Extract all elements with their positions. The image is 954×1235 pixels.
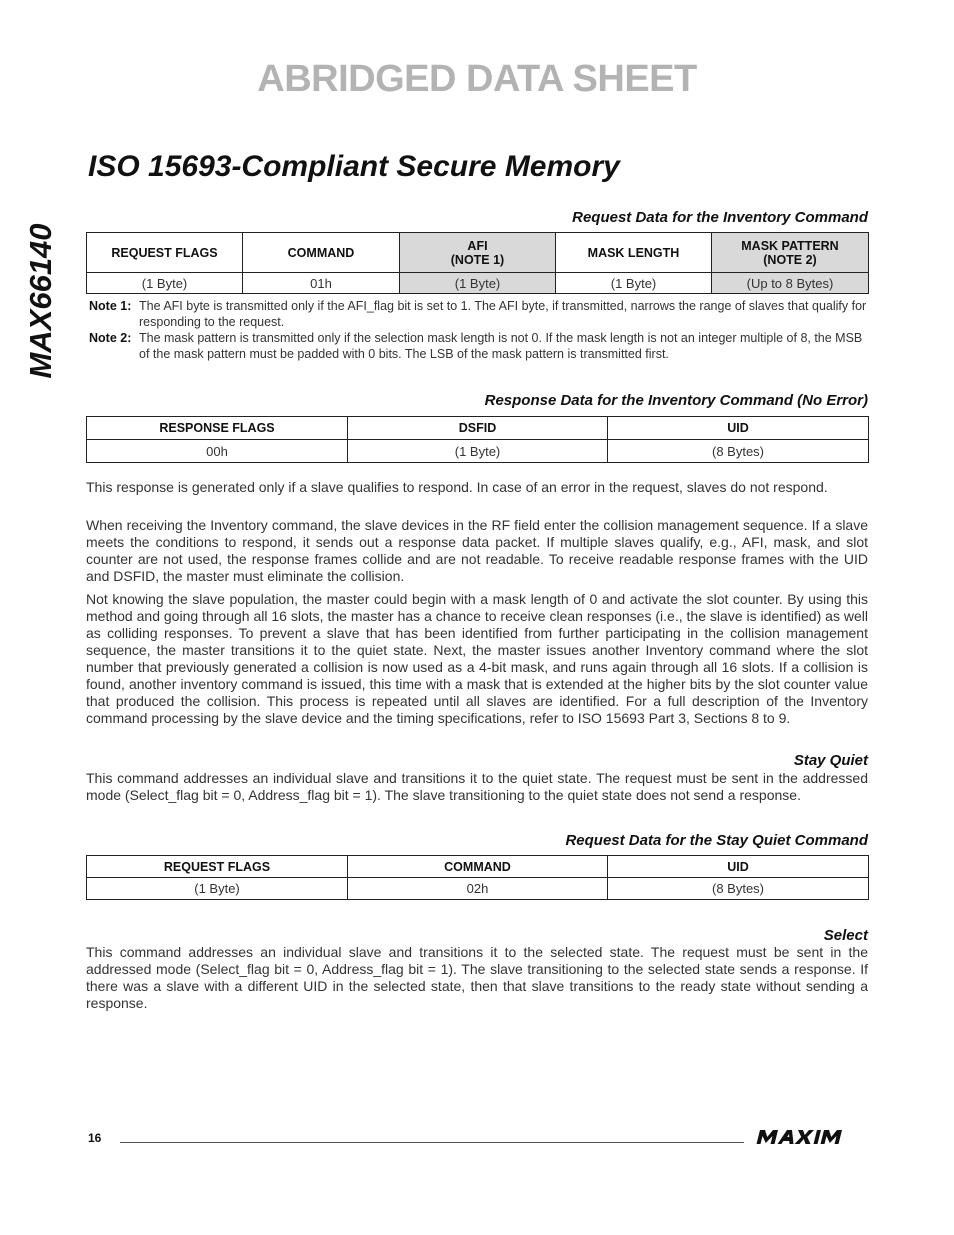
table-header-cell: UID	[608, 417, 869, 440]
table-header-cell: REQUEST FLAGS	[87, 856, 348, 878]
table-header-row	[87, 417, 869, 440]
table-header-cell: COMMAND	[243, 233, 400, 273]
abridged-banner: ABRIDGED DATA SHEET	[257, 58, 697, 100]
table-header-cell: MASK LENGTH	[556, 233, 712, 273]
table-cell: (1 Byte)	[87, 878, 348, 900]
table-header-cell: AFI (NOTE 1)	[400, 233, 556, 273]
table-cell: (1 Byte)	[400, 273, 556, 294]
page-title: ISO 15693-Compliant Secure Memory	[88, 150, 620, 183]
table-header-cell: MASK PATTERN (NOTE 2)	[712, 233, 869, 273]
table-row	[87, 878, 869, 900]
table-header-cell: UID	[608, 856, 869, 878]
inventory-request-table	[86, 232, 869, 294]
page-number: 16	[88, 1131, 102, 1145]
footer-rule	[120, 1142, 744, 1143]
table-header-cell: RESPONSE FLAGS	[87, 417, 348, 440]
table-header-cell: DSFID	[348, 417, 608, 440]
table-cell: 02h	[348, 878, 608, 900]
stay-quiet-request-table	[86, 855, 869, 900]
table-cell: (Up to 8 Bytes)	[712, 273, 869, 294]
side-part-number	[17, 212, 65, 390]
table-header-cell: COMMAND	[348, 856, 608, 878]
paragraph: This command addresses an individual slave and transitions it to the quiet state. The request must be sent in the addressed mode (Select_flag bit = 0, Address_flag bit = 1). The slave transitioning to the quiet state does not send a response.	[86, 770, 868, 803]
table-cell: (8 Bytes)	[608, 878, 869, 900]
table-row	[87, 273, 869, 294]
maxim-logo	[755, 1126, 867, 1148]
note-1: Note 1: The AFI byte is transmitted only if the AFI_flag bit is set to 1. The AFI byte, if transmitted, narrows the range of slaves that qualify for responding to the request.	[89, 299, 867, 329]
table-header-cell: REQUEST FLAGS	[87, 233, 243, 273]
paragraph: This response is generated only if a slave qualifies to respond. In case of an error in the request, slaves do not respond.	[86, 479, 828, 495]
table-cell: (8 Bytes)	[608, 440, 869, 463]
table-header-row	[87, 856, 869, 878]
table-cell: (1 Byte)	[556, 273, 712, 294]
stay-quiet-heading: Stay Quiet	[793, 752, 868, 769]
table-notes	[89, 298, 869, 362]
note-2: Note 2: The mask pattern is transmitted only if the selection mask length is not 0. If the mask length is not an integer multiple of 8, the MSB of the mask pattern must be padded with 0 bits. The LSB of the mask pattern is transmitted first.	[89, 331, 863, 361]
table-header-row	[87, 233, 869, 273]
inventory-response-table	[86, 416, 869, 463]
table-cell: (1 Byte)	[87, 273, 243, 294]
paragraph: Not knowing the slave population, the master could begin with a mask length of 0 and activate the slot counter. By using this method and going through all 16 slots, the master has a chance to receive clean responses (i.e., the slave is identified) as well as colliding responses. To prevent a slave that has been identified from further participating in the collision management sequence, the master transitions it to the quiet state. Next, the master issues another Inventory command where the slot number that previously generated a collision is now used as a 4-bit mask, and runs again through all 16 slots. If a collision is found, another inventory command is issued, this time with a mask that is extended at the higher bits by the slot counter value that produced the collision. This process is repeated until all slaves are identified. For a full description of the Inventory command processing by the slave device and the timing specifications, refer to ISO 15693 Part 3, Sections 8 to 9.	[86, 591, 868, 726]
paragraph: This command addresses an individual slave and transitions it to the selected state. The request must be sent in the addressed mode (Select_flag bit = 0, Address_flag bit = 1). The slave transitioning to the selected state sends a response. If there was a slave with a different UID in the selected state, then that slave transitions to the ready state without sending a response.	[86, 944, 868, 1011]
table-row	[87, 440, 869, 463]
table-cell: (1 Byte)	[348, 440, 608, 463]
paragraph: When receiving the Inventory command, the slave devices in the RF field enter the collision management sequence. If a slave meets the conditions to respond, it sends out a response data packet. If multiple slaves qualify, e.g., AFI, mask, and slot counter are not used, the response frames collide and are not readable. To receive readable response frames with the UID and DSFID, the master must eliminate the collision.	[86, 517, 868, 584]
select-heading: Select	[823, 927, 868, 944]
side-part-number-text: MAX66140	[23, 223, 58, 379]
table1-caption: Request Data for the Inventory Command	[572, 209, 868, 226]
table2-caption: Response Data for the Inventory Command (No Error)	[484, 392, 868, 409]
table3-caption: Request Data for the Stay Quiet Command	[565, 832, 868, 849]
table-cell: 00h	[87, 440, 348, 463]
table-cell: 01h	[243, 273, 400, 294]
